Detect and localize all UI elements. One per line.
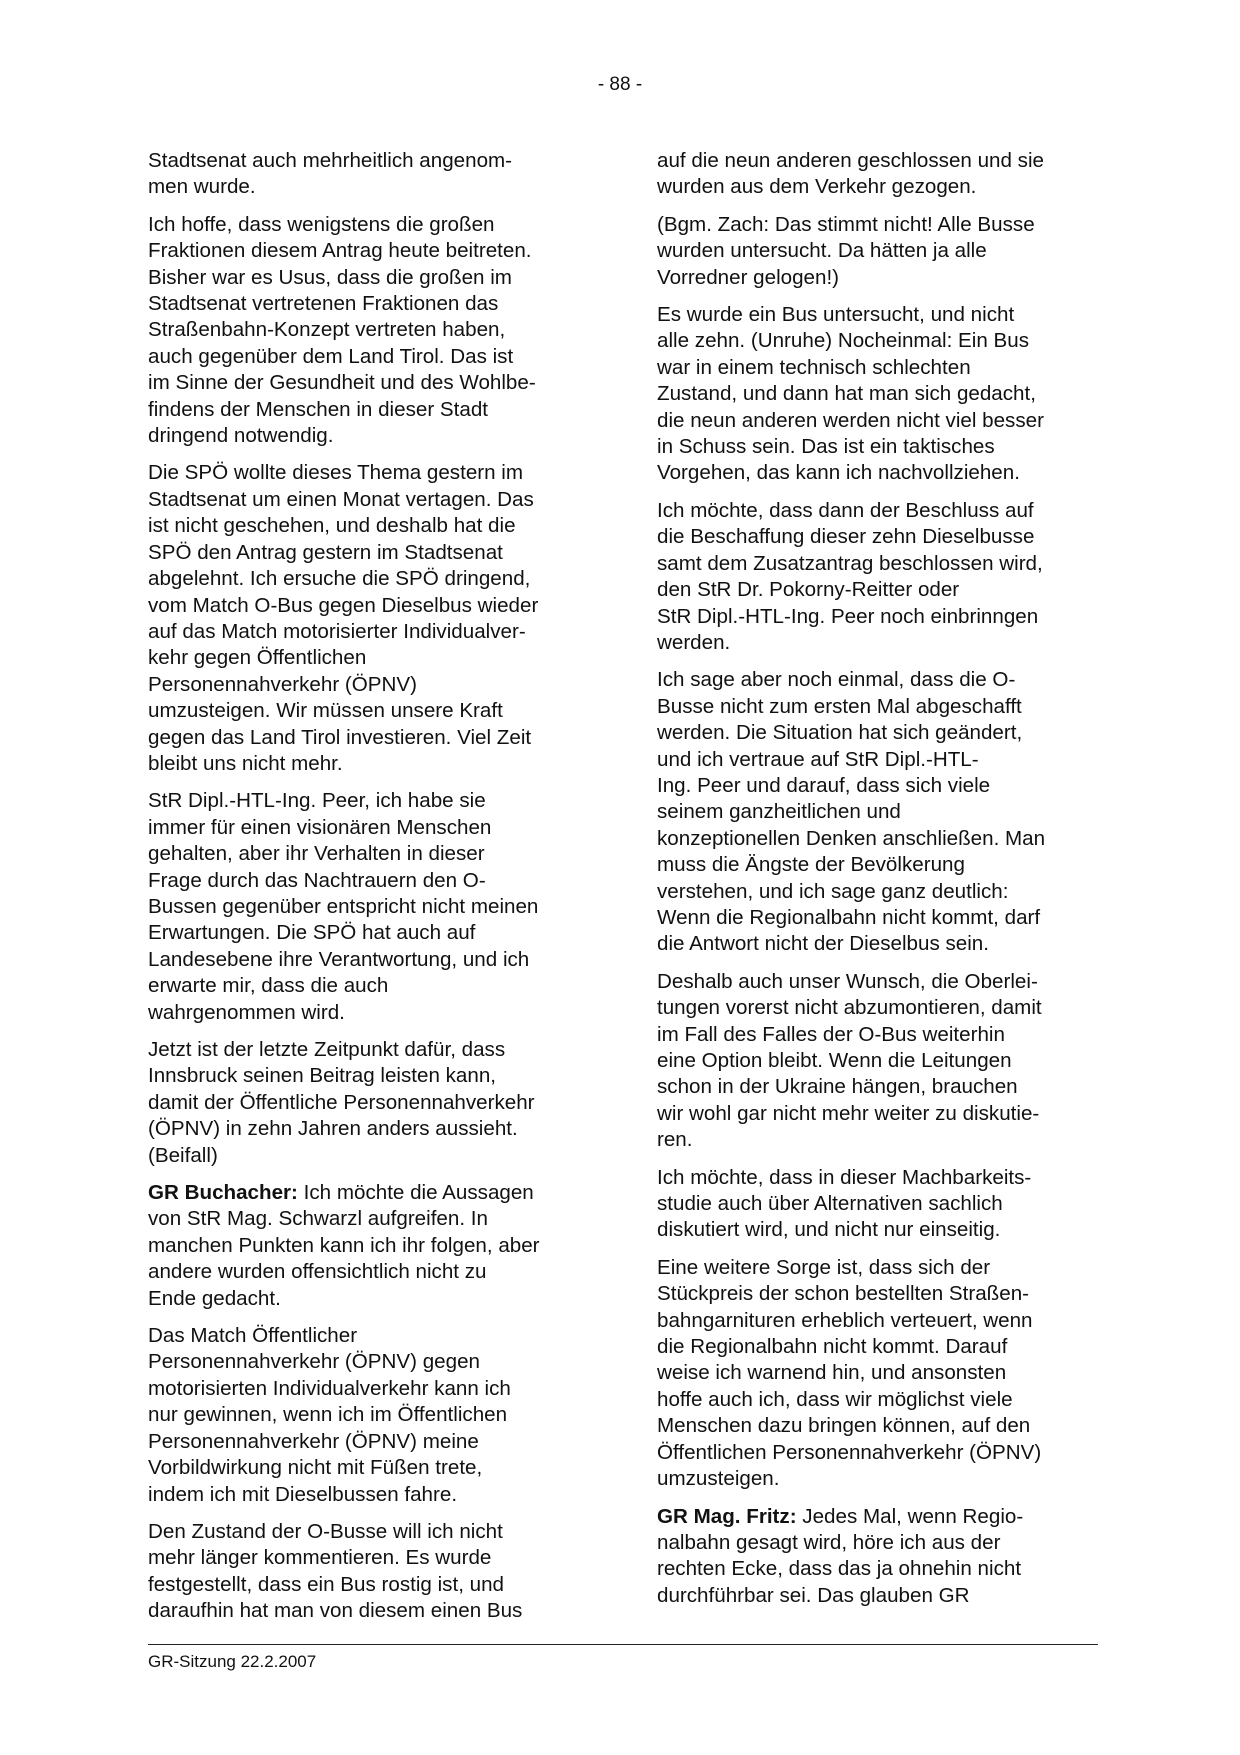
paragraph-text: Den Zustand der O-Busse will ich nicht mehr länger kommentieren. Es wurde festgestellt, dass ein Bus rostig ist, und daraufhin hat man von diesem einen Bus [148, 1519, 523, 1623]
paragraph-text: Ich möchte, dass in dieser Machbarkeits- studie auch über Alternativen sachlich diskutiert wird, und nicht nur einseitig. [657, 1165, 1032, 1242]
left-column [148, 148, 588, 1636]
paragraph [657, 498, 1097, 656]
paragraph [657, 302, 1097, 487]
paragraph-text: auf die neun anderen geschlossen und sie wurden aus dem Verkehr gezogen. [657, 149, 1044, 199]
speaker-name: GR Mag. Fritz: [657, 1504, 797, 1528]
paragraph [657, 1165, 1097, 1244]
right-column [657, 148, 1097, 1620]
speaker-name: GR Buchacher: [148, 1181, 298, 1205]
paragraph [148, 1323, 588, 1508]
paragraph [657, 148, 1097, 201]
footer-session-date: GR-Sitzung 22.2.2007 [148, 1652, 317, 1671]
paragraph [657, 969, 1097, 1154]
paragraph [148, 1519, 588, 1625]
paragraph-text: Jetzt ist der letzte Zeitpunkt dafür, dass Innsbruck seinen Beitrag leisten kann, damit der Öffentliche Personennahverkehr (ÖPNV) in zehn Jahren anders aussieht. (Beifall) [148, 1038, 535, 1167]
paragraph [148, 460, 588, 777]
paragraph-text: Ich hoffe, dass wenigstens die großen Fraktionen diesem Antrag heute beitreten. Bisher war es Usus, dass die großen im Stadtsenat vertretenen Fraktionen das Straßenbahn-Konzept vertreten haben, auch gegenüber dem Land Tirol. Das ist im Sinne der Gesundheit und des Wohlbe- findens der Menschen in dieser Stadt dringend notwendig. [148, 212, 536, 448]
paragraph [148, 1180, 588, 1312]
page-number: - 88 - [597, 74, 643, 95]
paragraph-text: StR Dipl.-HTL-Ing. Peer, ich habe sie immer für einen visionären Menschen gehalten, aber ihr Verhalten in dieser Frage durch das Nachtrauern den O- Bussen gegenüber entspricht nicht meinen Erwartungen. Die SPÖ hat auch auf Landesebene ihre Verantwortung, und ich erwarte mir, dass die auch wahrgenommen wird. [148, 789, 539, 1024]
paragraph [148, 788, 588, 1026]
paragraph-text: (Bgm. Zach: Das stimmt nicht! Alle Busse wurden untersucht. Da hätten ja alle Vorredner gelogen!) [657, 212, 1035, 289]
paragraph-text: Stadtsenat auch mehrheitlich angenom- men wurde. [148, 149, 513, 199]
paragraph-text: Es wurde ein Bus untersucht, und nicht alle zehn. (Unruhe) Nocheinmal: Ein Bus war in einem technisch schlechten Zustand, und dann hat man sich gedacht, die neun anderen werden nicht viel besser in Schuss sein. Das ist ein taktisches Vorgehen, das kann ich nachvollziehen. [657, 303, 1044, 485]
paragraph-text: Eine weitere Sorge ist, dass sich der Stückpreis der schon bestellten Straßen- bahngarnituren erheblich verteuert, wenn die Regionalbahn nicht kommt. Darauf weise ich warnend hin, und ansonsten hoffe auch ich, dass wir möglichst viele Menschen dazu bringen können, auf den Öffentlichen Personennahverkehr (ÖPNV) umzusteigen. [657, 1255, 1042, 1491]
paragraph-text: Deshalb auch unser Wunsch, die Oberlei- tungen vorerst nicht abzumontieren, damit im Fall des Falles der O-Bus weiterhin eine Option bleibt. Wenn die Leitungen schon in der Ukraine hängen, brauchen wir wohl gar nicht mehr weiter zu diskutie- ren. [657, 969, 1042, 1152]
paragraph-text: Ich möchte die Aussagen von StR Mag. Schwarzl aufgreifen. In manchen Punkten kann ich ihr folgen, aber andere wurden offensichtlich nicht zu Ende gedacht. [148, 1181, 540, 1310]
paragraph-text: Jedes Mal, wenn Regio- nalbahn gesagt wird, höre ich aus der rechten Ecke, dass das ja ohnehin nicht durchführbar sei. Das glauben GR [657, 1504, 1024, 1607]
paragraph [657, 667, 1097, 957]
paragraph [148, 1037, 588, 1169]
paragraph-text: Die SPÖ wollte dieses Thema gestern im Stadtsenat um einen Monat vertagen. Das ist nicht geschehen, und deshalb hat die SPÖ den Antrag gestern im Stadtsenat abgelehnt. Ich ersuche die SPÖ dringend, vom Match O-Bus gegen Dieselbus wieder auf das Match motorisierter Individualver- kehr gegen Öffentlichen Personennahverkehr (ÖPNV) umzusteigen. Wir müssen unsere Kraft gegen das Land Tirol investieren. Viel Zeit bleibt uns nicht mehr. [148, 461, 539, 775]
footer-divider [148, 1644, 1098, 1645]
paragraph [657, 1504, 1097, 1610]
paragraph [148, 212, 588, 450]
paragraph [657, 212, 1097, 291]
paragraph [657, 1255, 1097, 1493]
paragraph [148, 148, 588, 201]
paragraph-text: Ich sage aber noch einmal, dass die O- Busse nicht zum ersten Mal abgeschafft werden. Die Situation hat sich geändert, und ich vertraue auf StR Dipl.-HTL- Ing. Peer und darauf, dass sich viele seinem ganzheitlichen und konzeptionellen Denken anschließen. Man muss die Ängste der Bevölkerung verstehen, und ich sage ganz deutlich: Wenn die Regionalbahn nicht kommt, darf die Antwort nicht der Dieselbus sein. [657, 668, 1046, 956]
paragraph-text: Ich möchte, dass dann der Beschluss auf die Beschaffung dieser zehn Dieselbusse samt dem Zusatzantrag beschlossen wird, den StR Dr. Pokorny-Reitter oder StR Dipl.-HTL-Ing. Peer noch einbrinngen werden. [657, 498, 1043, 654]
paragraph-text: Das Match Öffentlicher Personennahverkehr (ÖPNV) gegen motorisierten Individualverkehr kann ich nur gewinnen, wenn ich im Öffentlichen Personennahverkehr (ÖPNV) meine Vorbildwirkung nicht mit Füßen trete, indem ich mit Dieselbussen fahre. [148, 1324, 511, 1506]
